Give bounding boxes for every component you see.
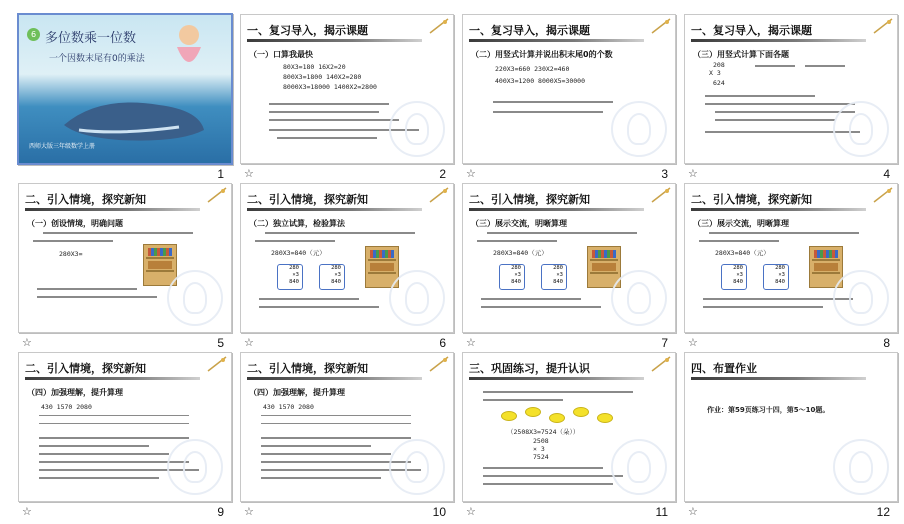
text-placeholder-line xyxy=(261,437,411,439)
corner-decoration-icon xyxy=(650,17,672,35)
slide-thumb-8[interactable] xyxy=(684,183,904,355)
slide-6[interactable] xyxy=(240,183,454,333)
text-placeholder-line xyxy=(483,391,633,393)
text-placeholder-line xyxy=(483,467,603,469)
slide-number: 7 xyxy=(661,336,668,350)
text-placeholder-line xyxy=(487,232,637,234)
slide-thumb-10[interactable] xyxy=(240,352,460,524)
flower-icon xyxy=(573,407,589,417)
transition-star-icon[interactable]: ☆ xyxy=(466,167,476,180)
text-placeholder-line xyxy=(261,453,391,455)
slide-thumb-1[interactable] xyxy=(18,14,238,186)
content-line: 280X3= xyxy=(59,250,83,258)
transition-star-icon[interactable]: ☆ xyxy=(22,336,32,349)
section-heading: （四）加强理解，提升算理 xyxy=(249,388,345,397)
text-placeholder-line xyxy=(39,477,159,479)
corner-decoration-icon xyxy=(872,186,894,204)
text-placeholder-line xyxy=(705,103,855,105)
title-underline xyxy=(469,377,644,380)
slide-number: 12 xyxy=(876,505,890,519)
text-placeholder-line xyxy=(39,453,169,455)
section-heading: （一）创设情境，明确问题 xyxy=(27,219,123,228)
slide-title: 三、巩固练习，提升认识 xyxy=(469,362,590,375)
slide-12[interactable] xyxy=(684,352,898,502)
text-placeholder-line xyxy=(265,232,415,234)
title-underline xyxy=(247,208,422,211)
slide-title: 二、引入情境，探究新知 xyxy=(691,193,812,206)
slide-number: 10 xyxy=(432,505,446,519)
watermark-logo xyxy=(611,439,667,495)
section-heading: （一）口算我最快 xyxy=(249,50,313,59)
slide-thumb-2[interactable] xyxy=(240,14,460,186)
title-underline xyxy=(691,39,866,42)
text-placeholder-line xyxy=(39,437,189,439)
corner-decoration-icon xyxy=(206,355,228,373)
corner-decoration-icon xyxy=(872,17,894,35)
transition-star-icon[interactable]: ☆ xyxy=(688,167,698,180)
vertical-calc-box: 280 ×3 840 xyxy=(721,264,747,290)
slide-title: 二、引入情境，探究新知 xyxy=(469,193,590,206)
watermark-logo xyxy=(833,439,889,495)
slide-5[interactable] xyxy=(18,183,232,333)
section-heading: （二）用竖式计算并说出积末尾0的个数 xyxy=(471,50,613,59)
text-placeholder-line xyxy=(705,95,815,97)
slide-4[interactable] xyxy=(684,14,898,164)
whale-illustration xyxy=(59,85,209,145)
slide-thumb-5[interactable] xyxy=(18,183,238,355)
transition-star-icon[interactable]: ☆ xyxy=(688,505,698,518)
content-line: 400X3=1200 8000X5=30000 xyxy=(495,77,586,85)
transition-star-icon[interactable]: ☆ xyxy=(466,336,476,349)
slide-title: 一、复习导入，揭示课题 xyxy=(691,24,812,37)
watermark-logo xyxy=(167,270,223,326)
text-placeholder-line xyxy=(33,240,113,242)
corner-decoration-icon xyxy=(428,17,450,35)
text-placeholder-line xyxy=(261,423,411,424)
text-placeholder-line xyxy=(699,240,779,242)
slide-2[interactable] xyxy=(240,14,454,164)
content-line: 430 1570 2080 xyxy=(263,403,314,411)
slide-number: 9 xyxy=(217,505,224,519)
text-placeholder-line xyxy=(39,415,189,416)
cover-background xyxy=(19,15,231,163)
slide-thumb-6[interactable] xyxy=(240,183,460,355)
transition-star-icon[interactable]: ☆ xyxy=(244,336,254,349)
corner-decoration-icon xyxy=(650,186,672,204)
text-placeholder-line xyxy=(259,298,359,300)
slide-number: 8 xyxy=(883,336,890,350)
text-placeholder-line xyxy=(277,137,377,139)
text-placeholder-line xyxy=(703,306,823,308)
corner-decoration-icon xyxy=(428,186,450,204)
calc-line: × 3 xyxy=(533,445,545,453)
vertical-calc-box: 280 ×3 840 xyxy=(277,264,303,290)
cover-footer: 西师大版三年级数学上册 xyxy=(29,143,96,150)
text-placeholder-line xyxy=(483,483,613,485)
vertical-calc-box: 280 ×3 840 xyxy=(319,264,345,290)
text-placeholder-line xyxy=(259,306,379,308)
content-line: 430 1570 2080 xyxy=(41,403,92,411)
section-heading: （二）独立试算，检验算法 xyxy=(249,219,345,228)
slide-7[interactable] xyxy=(462,183,676,333)
text-placeholder-line xyxy=(715,119,835,121)
text-placeholder-line xyxy=(493,111,603,113)
slide-title: 二、引入情境，探究新知 xyxy=(25,193,146,206)
watermark-logo xyxy=(389,439,445,495)
content-line: （2508X3=7524（朵）） xyxy=(507,428,580,436)
vertical-calc-box: 280 ×3 840 xyxy=(499,264,525,290)
content-line: X 3 xyxy=(709,69,721,77)
title-underline xyxy=(469,39,644,42)
corner-decoration-icon xyxy=(428,355,450,373)
content-line: 280X3=840（元） xyxy=(493,249,548,257)
transition-star-icon[interactable]: ☆ xyxy=(22,505,32,518)
title-underline xyxy=(247,39,422,42)
text-placeholder-line xyxy=(715,111,855,113)
text-placeholder-line xyxy=(483,475,623,477)
text-placeholder-line xyxy=(255,240,335,242)
text-placeholder-line xyxy=(481,298,581,300)
flower-icon xyxy=(549,413,565,423)
text-placeholder-line xyxy=(261,477,381,479)
content-line: 280X3=840（元） xyxy=(271,249,326,257)
text-placeholder-line xyxy=(481,306,601,308)
text-placeholder-line xyxy=(805,65,845,67)
calc-line: 7524 xyxy=(533,453,549,461)
slide-number: 6 xyxy=(439,336,446,350)
title-underline xyxy=(25,377,200,380)
text-placeholder-line xyxy=(261,415,411,416)
fairy-illustration xyxy=(159,17,219,77)
watermark-logo xyxy=(389,270,445,326)
content-line: 624 xyxy=(713,79,725,87)
title-underline xyxy=(691,377,866,380)
flower-icon xyxy=(525,407,541,417)
bookshelf-image xyxy=(143,244,177,286)
text-placeholder-line xyxy=(755,65,795,67)
content-line: 208 xyxy=(713,61,725,69)
flower-icon xyxy=(597,413,613,423)
slide-3[interactable] xyxy=(462,14,676,164)
watermark-logo xyxy=(833,101,889,157)
slide-number: 1 xyxy=(217,167,224,181)
cover-title: 多位数乘一位数 xyxy=(45,31,137,46)
slide-thumb-3[interactable] xyxy=(462,14,682,186)
slide-10[interactable] xyxy=(240,352,454,502)
slide-8[interactable] xyxy=(684,183,898,333)
section-heading: （三）用竖式计算下面各题 xyxy=(693,50,789,59)
slide-title: 二、引入情境，探究新知 xyxy=(25,362,146,375)
content-line: 8000X3=18000 1400X2=2800 xyxy=(283,83,377,91)
text-placeholder-line xyxy=(269,103,389,105)
content-line: 280X3=840（元） xyxy=(715,249,770,257)
text-placeholder-line xyxy=(261,445,371,447)
title-underline xyxy=(25,208,200,211)
watermark-logo xyxy=(167,439,223,495)
text-placeholder-line xyxy=(39,423,189,424)
slide-title: 四、布置作业 xyxy=(691,362,757,375)
text-placeholder-line xyxy=(43,232,193,234)
transition-star-icon[interactable]: ☆ xyxy=(466,505,476,518)
slide-title: 二、引入情境，探究新知 xyxy=(247,193,368,206)
slide-number: 5 xyxy=(217,336,224,350)
content-line: 80X3=180 16X2=20 xyxy=(283,63,346,71)
content-line: 800X3=1800 140X2=280 xyxy=(283,73,362,81)
calc-line: 2508 xyxy=(533,437,549,445)
text-placeholder-line xyxy=(37,296,157,298)
text-placeholder-line xyxy=(37,288,137,290)
transition-star-icon[interactable]: ☆ xyxy=(244,167,254,180)
watermark-logo xyxy=(611,270,667,326)
title-underline xyxy=(247,377,422,380)
slide-1[interactable] xyxy=(17,13,233,165)
slide-9[interactable] xyxy=(18,352,232,502)
vertical-calc-box: 280 ×3 840 xyxy=(541,264,567,290)
text-placeholder-line xyxy=(493,101,613,103)
slide-number: 3 xyxy=(661,167,668,181)
slide-number: 11 xyxy=(655,505,668,519)
slide-number: 4 xyxy=(883,167,890,181)
slide-thumb-11[interactable] xyxy=(462,352,682,524)
slide-11[interactable] xyxy=(462,352,676,502)
slide-thumb-7[interactable] xyxy=(462,183,682,355)
watermark-logo xyxy=(611,101,667,157)
title-underline xyxy=(469,208,644,211)
slide-thumb-4[interactable] xyxy=(684,14,904,186)
cover-subtitle: 一个因数末尾有0的乘法 xyxy=(49,54,145,64)
transition-star-icon[interactable]: ☆ xyxy=(244,505,254,518)
vertical-calc-box: 280 ×3 840 xyxy=(763,264,789,290)
cover-badge: 6 xyxy=(27,28,40,41)
text-placeholder-line xyxy=(269,111,379,113)
text-placeholder-line xyxy=(477,240,557,242)
watermark-logo xyxy=(833,270,889,326)
text-placeholder-line xyxy=(483,399,563,401)
section-heading: （三）展示交流，明晰算理 xyxy=(693,219,789,228)
transition-star-icon[interactable]: ☆ xyxy=(688,336,698,349)
text-placeholder-line xyxy=(703,298,853,300)
slide-thumb-9[interactable] xyxy=(18,352,238,524)
section-heading: （四）加强理解，提升算理 xyxy=(27,388,123,397)
slide-title: 二、引入情境，探究新知 xyxy=(247,362,368,375)
slide-title: 一、复习导入，揭示课题 xyxy=(469,24,590,37)
content-line: 220X3=660 230X2=460 xyxy=(495,65,570,73)
content-line: 作业：第59页练习十四，第5～10题。 xyxy=(707,406,830,414)
slide-number: 2 xyxy=(439,167,446,181)
corner-decoration-icon xyxy=(650,355,672,373)
text-placeholder-line xyxy=(269,119,399,121)
flower-icon xyxy=(501,411,517,421)
slide-title: 一、复习导入，揭示课题 xyxy=(247,24,368,37)
slide-thumb-12[interactable] xyxy=(684,352,904,524)
section-heading: （三）展示交流，明晰算理 xyxy=(471,219,567,228)
corner-decoration-icon xyxy=(206,186,228,204)
title-underline xyxy=(691,208,866,211)
text-placeholder-line xyxy=(39,445,149,447)
watermark-logo xyxy=(389,101,445,157)
text-placeholder-line xyxy=(709,232,859,234)
